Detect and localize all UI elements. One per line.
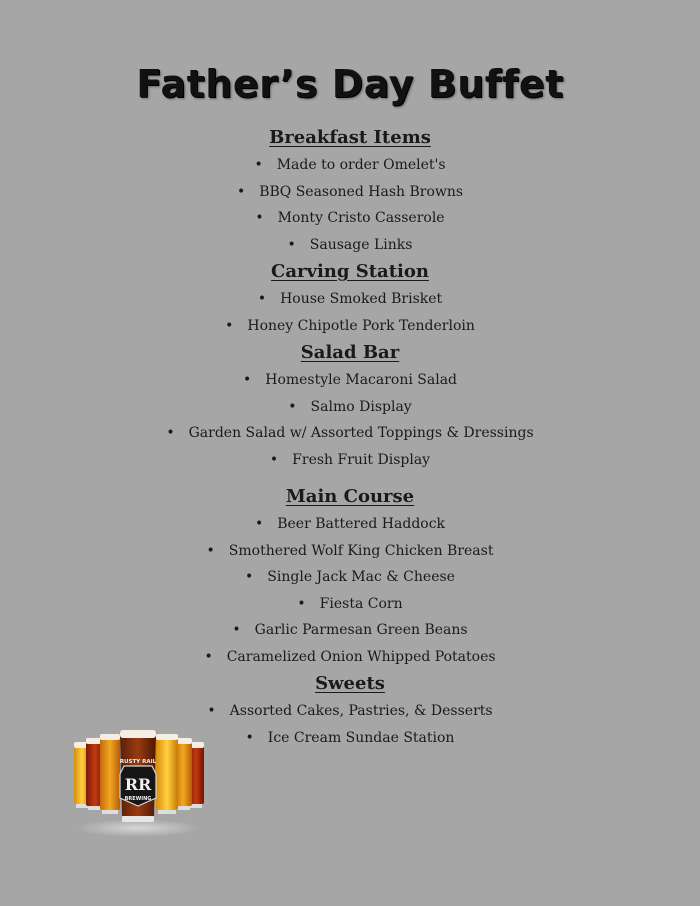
bullet-icon: • (207, 703, 216, 719)
main-course-list (0, 511, 700, 670)
bullet-icon: • (255, 210, 264, 226)
list-item: • Homestyle Macaroni Salad (0, 367, 700, 394)
list-item: • House Smoked Brisket (0, 286, 700, 313)
bullet-icon: • (245, 729, 254, 746)
bullet-icon: • (254, 157, 263, 173)
bullet-icon: • (236, 183, 246, 200)
section-heading-salad-bar: Salad Bar (300, 342, 400, 363)
bullet-icon: • (297, 595, 306, 612)
bullet-icon: • (242, 372, 252, 388)
bullet-icon: • (206, 542, 215, 559)
section-heading-sweets: Sweets (315, 673, 385, 694)
logo-text-top: RUSTY RAIL (119, 759, 157, 765)
bullet-icon: • (232, 622, 241, 638)
section-heading-carving-station: Carving Station (271, 261, 429, 282)
bullet-icon: • (269, 451, 279, 468)
bullet-icon: • (204, 648, 213, 665)
bullet-icon: • (287, 236, 296, 253)
bullet-icon: • (225, 317, 234, 334)
list-item: • Ice Cream Sundae Station (0, 725, 700, 752)
list-item: • Fiesta Corn (0, 591, 700, 618)
section-heading-main-course: Main Course (285, 486, 415, 507)
list-item: • Made to order Omelet's (0, 152, 700, 179)
bullet-icon: • (288, 398, 297, 415)
list-item: • Assorted Cakes, Pastries, & Desserts (0, 698, 700, 725)
breakfast-items-list (0, 152, 700, 258)
menu (0, 124, 700, 751)
list-item: • Salmo Display (0, 394, 700, 421)
beer-glasses-logo-icon (70, 728, 210, 838)
carving-station-list (0, 286, 700, 339)
list-item: • Beer Battered Haddock (0, 511, 700, 538)
list-item: • Caramelized Onion Whipped Potatoes (0, 644, 700, 671)
page-title: Father’s Day Buffet (136, 62, 564, 106)
bullet-icon: • (257, 291, 267, 307)
section-heading-breakfast-items: Breakfast Items (269, 127, 431, 148)
salad-bar-list (0, 367, 700, 473)
logo-monogram: RR (124, 775, 152, 794)
list-item: • Sausage Links (0, 232, 700, 259)
list-item: • Smothered Wolf King Chicken Breast (0, 538, 700, 565)
list-item: • Fresh Fruit Display (0, 447, 700, 474)
bullet-icon: • (254, 516, 264, 532)
logo-text-bottom: BREWING (124, 796, 152, 802)
list-item: • Honey Chipotle Pork Tenderloin (0, 313, 700, 340)
list-item: • Monty Cristo Casserole (0, 205, 700, 232)
bullet-icon: • (166, 425, 175, 441)
bullet-icon: • (245, 569, 254, 585)
list-item: • Garden Salad w/ Assorted Toppings & Dressings (0, 420, 700, 447)
list-item: • Single Jack Mac & Cheese (0, 564, 700, 591)
list-item: • BBQ Seasoned Hash Browns (0, 179, 700, 206)
list-item: • Garlic Parmesan Green Beans (0, 617, 700, 644)
